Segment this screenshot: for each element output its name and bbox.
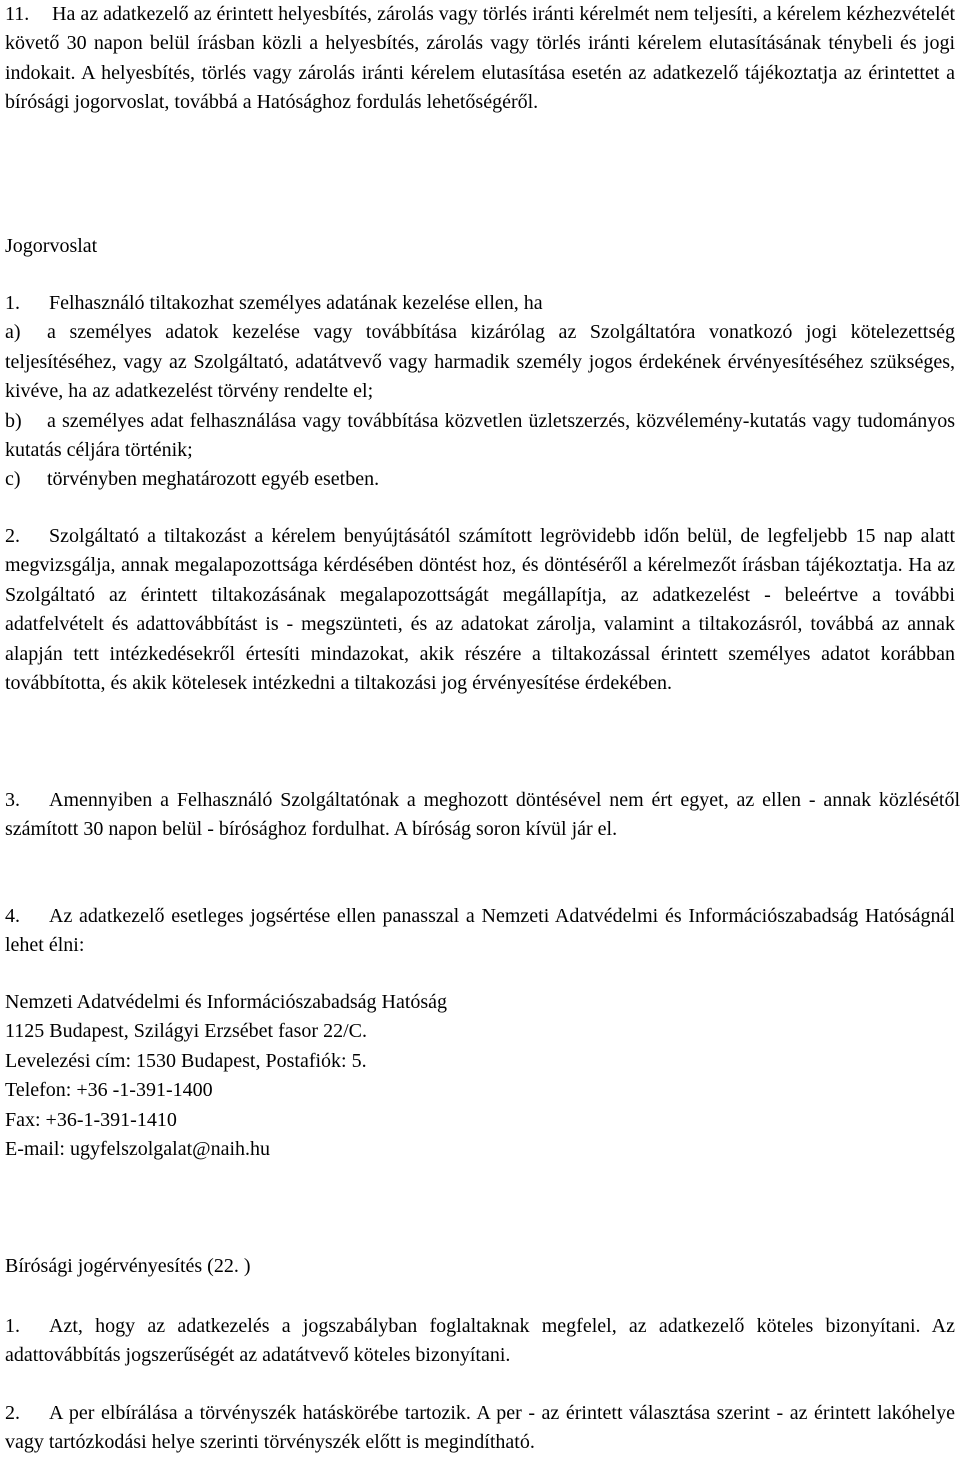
paragraph-number: 1. — [5, 1315, 20, 1337]
jogorvoslat-paragraph-1 — [5, 289, 955, 495]
authority-address — [5, 988, 447, 1164]
authority-phone: Telefon: +36 -1-391-1400 — [5, 1079, 213, 1102]
paragraph-text: Felhasználó tiltakozhat személyes adatának kezelése ellen, ha — [49, 292, 543, 314]
list-item-label: c) — [5, 468, 21, 491]
list-item-label: b) — [5, 409, 22, 432]
list-item-b — [5, 407, 955, 466]
paragraph-intro — [5, 289, 955, 318]
birosagi-paragraph-1 — [5, 1312, 955, 1371]
authority-fax: Fax: +36-1-391-1410 — [5, 1108, 177, 1131]
paragraph-text: Az adatkezelő esetleges jogsértése ellen panasszal a Nemzeti Adatvédelmi és Információszabadság Hatóságnál lehet élni: — [5, 905, 955, 957]
list-item-a — [5, 318, 955, 406]
birosagi-heading: Bírósági jogérvényesítés (22. ) — [5, 1255, 251, 1277]
list-item-label: a) — [5, 321, 21, 344]
paragraph-text: Amennyiben a Felhasználó Szolgáltatónak a meghozott döntésével nem ért egyet, az ellen - annak közlésétől számított 30 napon belül - bírósághoz fordulhat. A bíróság soron kívül jár el. — [5, 789, 960, 841]
authority-street: 1125 Budapest, Szilágyi Erzsébet fasor 22/C. — [5, 1020, 367, 1043]
paragraph-number: 2. — [5, 525, 20, 547]
section-11-paragraph — [5, 0, 955, 118]
authority-postal: Levelezési cím: 1530 Budapest, Postafiók: 5. — [5, 1049, 367, 1072]
paragraph-number: 4. — [5, 905, 20, 927]
authority-email: E-mail: ugyfelszolgalat@naih.hu — [5, 1138, 271, 1161]
jogorvoslat-heading: Jogorvoslat — [5, 235, 98, 257]
jogorvoslat-paragraph-3 — [5, 786, 960, 845]
paragraph-text: Szolgáltató a tiltakozást a kérelem benyújtásától számított legrövidebb időn belül, de legfeljebb 15 nap alatt megvizsgálja, annak megalapozottsága kérdésében döntést hoz, és döntéséről a kérelmezőt írásban tájékoztatja. Ha az Szolgáltató az érintett tiltakozásának megalapozottságát megállapítja, az adatkezelést - beleértve a további adatfelvételt és adattovábbítást is - megszünteti, és az adatokat zárolja, valamint a tiltakozásról, továbbá az annak alapján tett intézkedésekről értesíti mindazokat, akik részére a tiltakozással érintett személyes adatot korábban továbbította, és akik kötelesek intézkedni a tiltakozási jog érvényesítése érdekében. — [5, 525, 955, 695]
paragraph-text: Azt, hogy az adatkezelés a jogszabályban foglaltaknak megfelel, az adatkezelő köteles bizonyítani. Az adattovábbítás jogszerűségét az adatátvevő köteles bizonyítani. — [5, 1315, 955, 1367]
paragraph-number: 1. — [5, 292, 20, 314]
list-item-text: a személyes adat felhasználása vagy továbbítása közvetlen üzletszerzés, közvélemény-kutatás vagy tudományos kutatás céljára történik; — [5, 409, 955, 462]
birosagi-paragraph-2 — [5, 1399, 955, 1458]
list-item-text: törvényben meghatározott egyéb esetben. — [47, 468, 380, 491]
authority-name: Nemzeti Adatvédelmi és Információszabadság Hatóság — [5, 991, 448, 1013]
paragraph-number: 2. — [5, 1402, 20, 1424]
list-item-text: a személyes adatok kezelése vagy továbbítása kizárólag az Szolgáltatóra vonatkozó jogi kötelezettség teljesítéséhez, vagy az Szolgáltató, adatátvevő vagy harmadik személy jogos érdekének érvényesítéséhez szükséges, kivéve, ha az adatkezelést törvény rendelte el; — [5, 321, 955, 403]
list-item-c — [5, 465, 955, 494]
jogorvoslat-paragraph-4 — [5, 902, 955, 961]
paragraph-number: 3. — [5, 789, 20, 811]
paragraph-text: A per elbírálása a törvényszék hatáskörébe tartozik. A per - az érintett választása szerint - az érintett lakóhelye vagy tartózkodási helye szerinti törvényszék előtt is megindítható. — [5, 1402, 955, 1454]
paragraph-text: Ha az adatkezelő az érintett helyesbítés, zárolás vagy törlés iránti kérelmét nem teljesíti, a kérelem kézhezvételét követő 30 napon belül írásban közli a helyesbítés, zárolás vagy törlés iránti kérelem elutasításának ténybeli és jogi indokait. A helyesbítés, törlés vagy zárolás iránti kérelem elutasítása esetén az adatkezelő tájékoztatja az érintettet a bírósági jogorvoslat, továbbá a Hatósághoz fordulás lehetőségéről. — [5, 3, 955, 114]
jogorvoslat-paragraph-2 — [5, 522, 955, 698]
paragraph-number: 11. — [5, 3, 30, 25]
